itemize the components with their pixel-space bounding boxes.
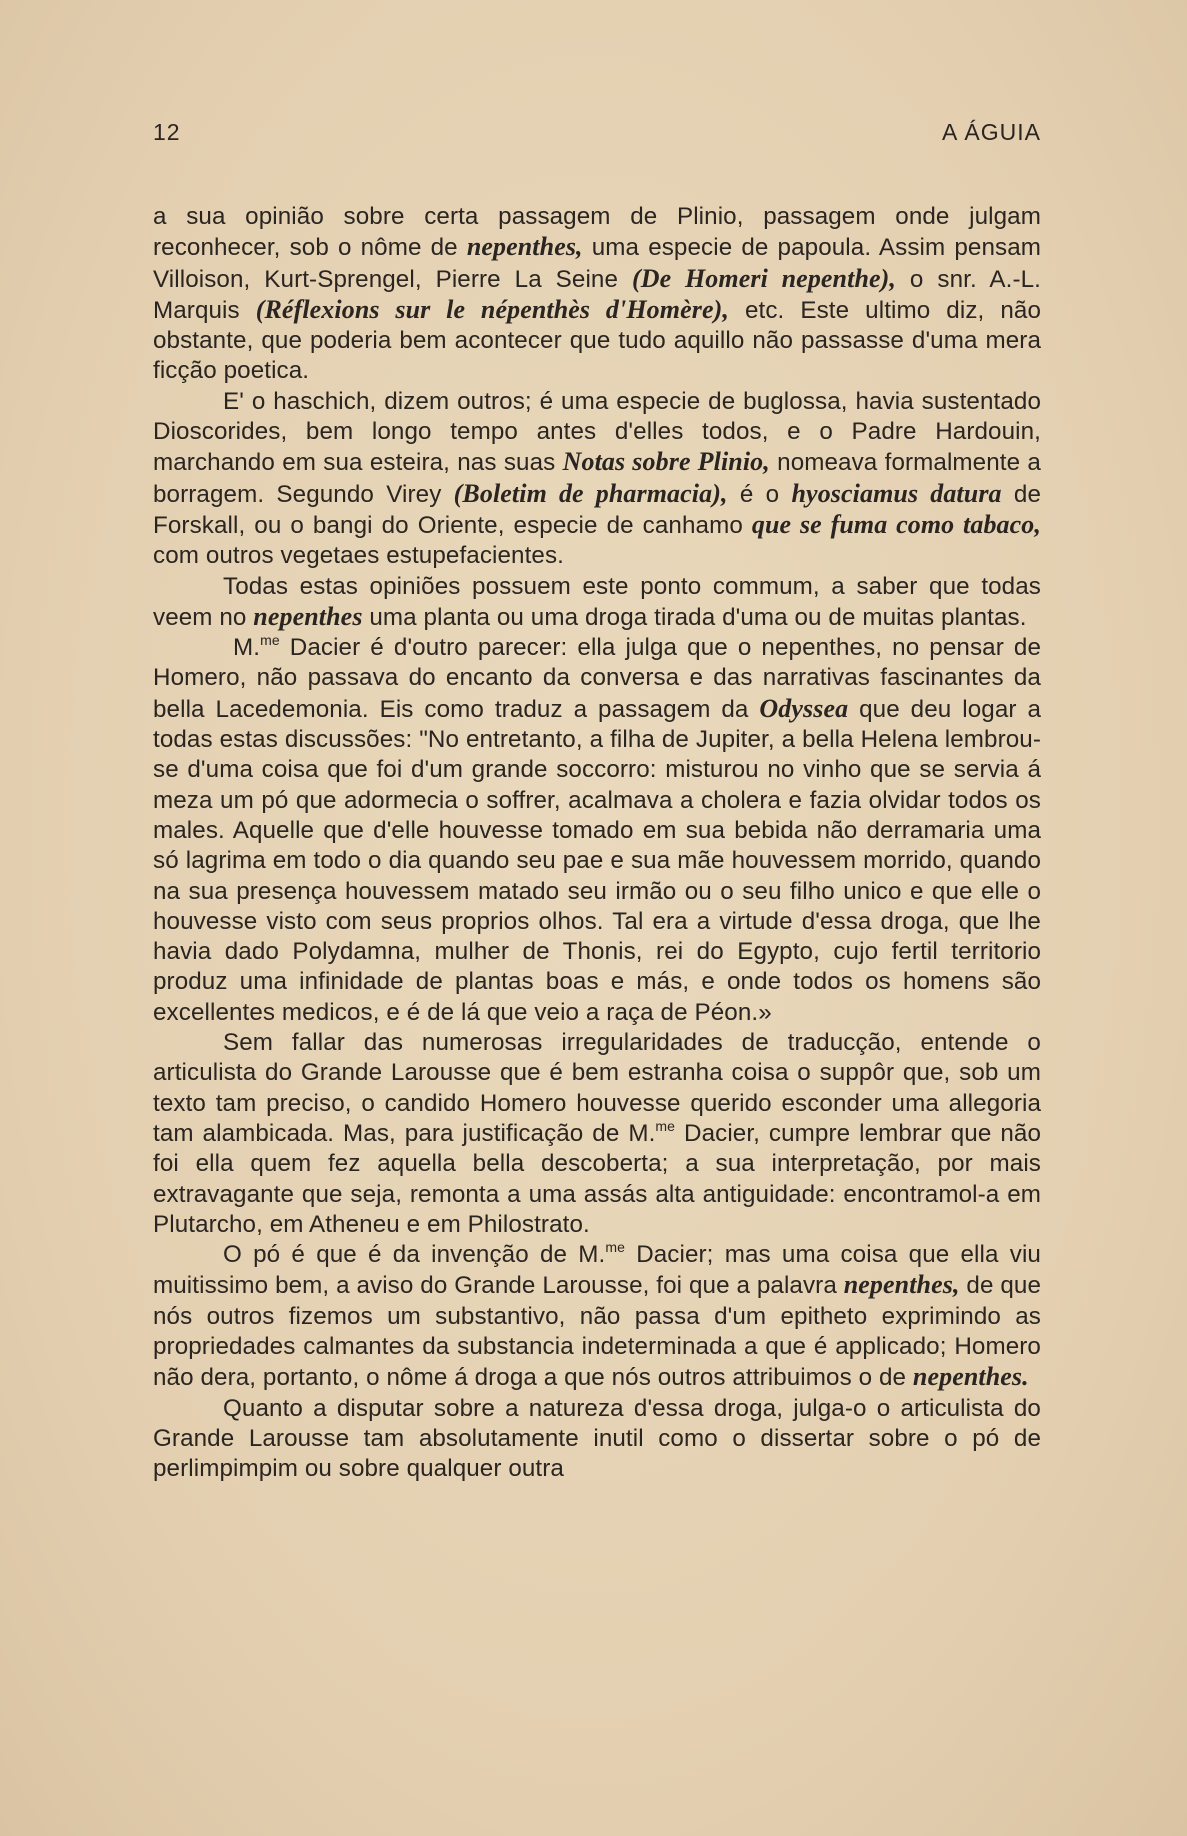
- superscript-text: me: [655, 1117, 676, 1134]
- italic-text: (De Homeri nepenthe),: [631, 263, 896, 293]
- text-run: é o: [727, 480, 792, 508]
- italic-text: nepenthes.: [912, 1362, 1029, 1392]
- text-run: etc. Este ultimo diz, não obstante, que poderia bem acontecer que tudo aquillo não passasse d'uma mera ficção poetica.: [153, 296, 1041, 385]
- article-body: [153, 202, 1041, 1484]
- superscript-text: me: [605, 1239, 625, 1256]
- italic-text: Odyssea: [759, 693, 849, 723]
- italic-text: hyosciamus datura: [791, 478, 1002, 508]
- superscript-text: me: [260, 632, 280, 649]
- text-run: a sua opinião sobre certa passagem de Plinio, passagem onde julgam reconhecer, sob o nôme de: [153, 203, 1041, 262]
- paragraph: [153, 572, 1041, 634]
- paragraph: [153, 202, 1041, 387]
- paragraph: [153, 1028, 1041, 1240]
- text-run: E' o haschich, dizem outros; é uma especie de buglossa, havia sustentado Dioscorides, bem longo tempo antes d'elles todos, e o Padre Hardouin, marchando em sua esteira, nas suas: [153, 387, 1041, 477]
- text-run: uma planta ou uma droga tirada d'uma ou de muitas plantas.: [362, 603, 1027, 631]
- text-run: de Forskall, ou o bangi do Oriente, especie de canhamo: [153, 480, 1042, 539]
- paragraph: [153, 1240, 1041, 1393]
- italic-text: (Réflexions sur le népenthès d'Homère),: [255, 294, 729, 324]
- page-header: [153, 112, 1041, 152]
- text-run: nomeava formalmente a borragem. Segundo Virey: [153, 449, 1041, 508]
- text-run: de que nós outros fizemos um substantivo, não passa d'um epitheto exprimindo as propriedades calmantes da substancia indeterminada a que é applicado; Homero não dera, portanto, o nôme á droga a que nós outros attribuimos o de: [153, 1272, 1041, 1392]
- text-run: O pó é que é da invenção de M.: [223, 1241, 606, 1269]
- italic-text: que se fuma como tabaco,: [751, 509, 1041, 539]
- text-run: uma especie de papoula. Assim pensam Villoison, Kurt-Sprengel, Pierre La Seine: [153, 234, 1041, 293]
- text-run: Quanto a disputar sobre a natureza d'essa droga, julga-o o articulista do Grande Larousse tam absolutamente inutil como o dissertar sobre o pó de perlimpimpim ou sobre qualquer outra: [153, 1394, 1041, 1483]
- text-run: Sem fallar das numerosas irregularidades de traducção, entende o articulista do Grande Larousse que é bem estranha coisa o suppôr que, sob um texto tam preciso, o candido Homero houvesse querido esconder uma allegoria tam alambicada. Mas, para justificação de M.: [153, 1029, 1041, 1147]
- text-run: Dacier, cumpre lembrar que não foi ella quem fez aquella bella descoberta; a sua interpretação, por mais extravagante que seja, remonta a uma assás alta antiguidade: encontramol-a em Plutarcho, em Atheneu e em Philostrato.: [153, 1119, 1041, 1238]
- italic-text: nepenthes,: [466, 232, 583, 262]
- text-run: que deu logar a todas estas discussões: "No entretanto, a filha de Jupiter, a bella Helena lembrou-se d'uma coisa que foi d'um grande soccorro: misturou no vinho que se servia á meza um pó que adormecia o soffrer, acalmava a cholera e fazia olvidar todos os males. Aquelle que d'elle houvesse tomado em sua bebida não derramaria uma só lagrima em todo o dia quando seu pae e sua mãe houvessem morrido, quando na sua presença houvessem matado seu irmão ou o seu filho unico e que elle o houvesse visto com seus proprios olhos. Tal era a virtude d'essa droga, que lhe havia dado Polydamna, mulher de Thonis, rei do Egypto, cujo fertil territorio produz uma infinidade de plantas boas e más, e onde todos os homens são excellentes medicos, e é de lá que veio a raça de Péon.»: [153, 695, 1041, 1026]
- paragraph: [153, 1394, 1041, 1485]
- text-run: Dacier é d'outro parecer: ella julga que o nepenthes, no pensar de Homero, não passava do encanto da conversa e das narrativas fascinantes da bella Lacedemonia. Eis como traduz a passagem da: [153, 634, 1041, 723]
- page-number: 12: [153, 118, 181, 145]
- text-run: o snr. A.-L. Marquis: [153, 265, 1041, 324]
- text-run: com outros vegetaes estupefacientes.: [153, 542, 564, 570]
- italic-text: (Boletim de pharmacia),: [453, 478, 728, 508]
- italic-text: nepenthes: [253, 601, 363, 631]
- text-run: Todas estas opiniões possuem este ponto commum, a saber que todas veem no: [153, 572, 1041, 631]
- paragraph: [153, 633, 1041, 1028]
- italic-text: Notas sobre Plinio,: [562, 447, 770, 477]
- running-title: A ÁGUIA: [941, 118, 1041, 145]
- text-run: M.: [233, 634, 261, 662]
- italic-text: nepenthes,: [843, 1270, 960, 1300]
- text-run: Dacier; mas uma coisa que ella viu muitissimo bem, a aviso do Grande Larousse, foi que a palavra: [153, 1241, 1041, 1300]
- paragraph: [153, 387, 1041, 572]
